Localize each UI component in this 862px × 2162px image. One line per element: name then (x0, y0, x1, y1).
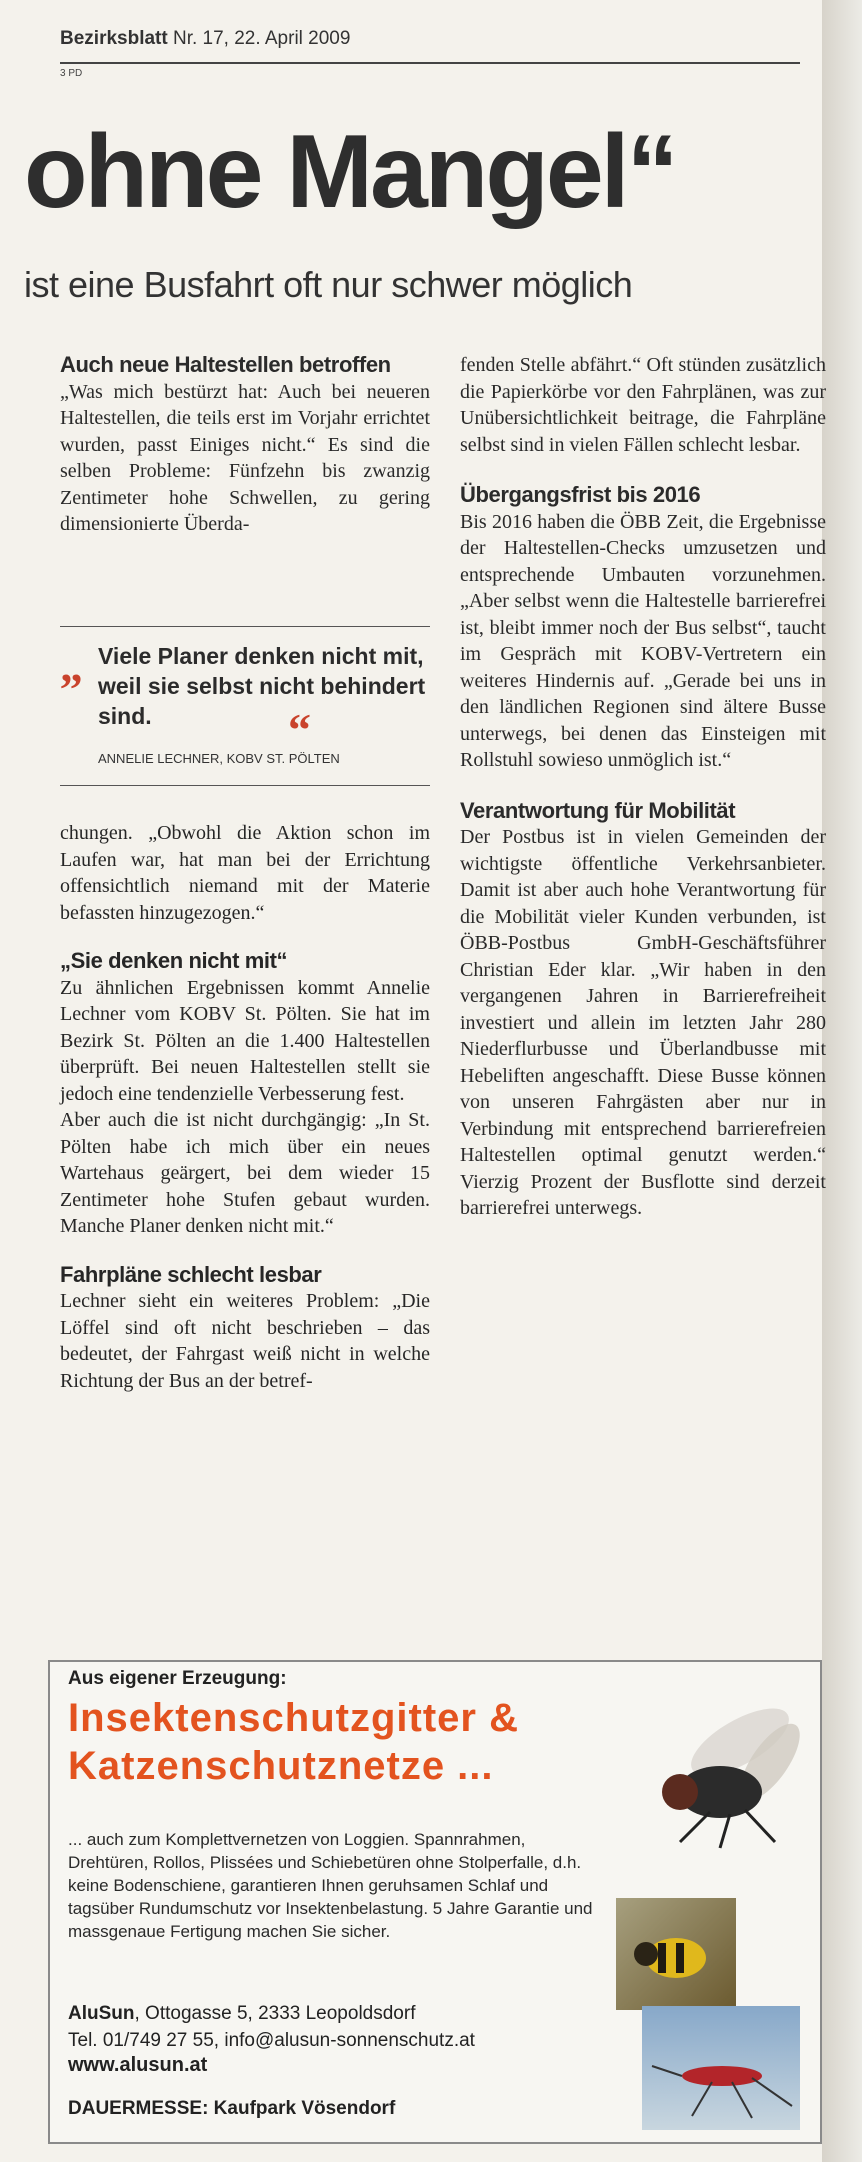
ad-company: AluSun (68, 2003, 135, 2024)
pull-quote-text: Viele Planer denken nicht mit, weil sie selbst nicht behindert sind. (98, 643, 426, 729)
column-1-top (60, 352, 430, 538)
quote-open-mark: „ (60, 640, 83, 691)
ad-title-line: Katzenschutznetze ... (68, 1744, 494, 1788)
paragraph: „Was mich bestürzt hat: Auch bei neueren Haltestellen, die teils erst im Vorjahr errichtet wurden, passt Einiges nicht.“ Es sind die selben Probleme: Fünfzehn bis zwanzig Zentimeter hohe Schwellen, zu gering dimensionierte Überda- (60, 380, 430, 535)
masthead (60, 28, 350, 50)
section-heading: Fahrpläne schlecht lesbar (60, 1261, 322, 1287)
page-shadow (822, 0, 862, 2162)
ad-title-line: Insektenschutzgitter & (68, 1696, 519, 1740)
section-code: 3 PD (60, 68, 83, 79)
paragraph: chungen. „Obwohl die Aktion schon im Laufen war, hat man bei der Errichtung offensichtlich niemand mit der Materie befassten hinzugezogen.“ (60, 822, 430, 924)
advertisement (48, 1660, 822, 2144)
paragraph: Der Postbus ist in vielen Gemeinden der wichtigste öffentliche Verkehrsanbieter. Damit ist aber auch hohe Verantwortung für die Mobilität vieler Kunden verbunden, ist ÖBB-Postbus GmbH-Geschäftsführer Christian Eder klar. „Wir haben in den vergangenen Jahren in Barrierefreiheit investiert und allein im letzten Jahr 280 Niederflurbusse und Überlandbusse mit Hebeliften angeschafft. Diese Busse können von unseren Fahrgästen aber nur in Verbindung mit entsprechend barrierefreien Haltestellen optimal genutzt werden.“ Vierzig Prozent der Busflotte sind derzeit barrierefrei unterwegs. (460, 826, 826, 1219)
publication-name: Bezirksblatt (60, 28, 168, 49)
ad-website: www.alusun.at (68, 2054, 208, 2076)
paragraph: Lechner sieht ein weiteres Problem: „Die Löffel sind oft nicht beschrieben – das bedeutet, der Fahrgast weiß nicht in welche Richtung der Bus an der betref- (60, 1290, 430, 1392)
quote-close-mark: “ (288, 704, 311, 755)
paragraph: Zu ähnlichen Ergebnissen kommt Annelie Lechner vom KOBV St. Pölten. Sie hat im Bezirk St. Pölten an die 1.400 Haltestellen überprüft. Bei neuen Haltestellen stellt sie jedoch eine tendenzielle Verbesserung fest. (60, 976, 430, 1105)
wasp-icon (616, 1898, 736, 2010)
paragraph: Bis 2016 haben die ÖBB Zeit, die Ergebnisse der Haltestellen-Checks umzusetzen und entsprechende Umbauten vorzunehmen. „Aber selbst wenn die Haltestelle barrierefrei ist, bleibt immer noch der Bus selbst“, taucht im Gespräch mit KOBV-Vertretern ein weiteres Hindernis auf. „Gerade bei uns in den ländlichen Regionen sind ältere Busse unterwegs, bei denen das Einsteigen mit Rollstuhl sowieso unmöglich ist.“ (460, 510, 826, 771)
mosquito-icon (642, 2006, 800, 2130)
section-heading: Verantwortung für Mobilität (460, 797, 736, 823)
paragraph: fenden Stelle abfährt.“ Oft stünden zusätzlich die Papierkörbe vor den Fahrplänen, was zur Unübersichtlichkeit beitrage, die Fahrpläne selbst sind in vielen Fällen schlecht lesbar. (460, 354, 826, 456)
pull-quote (60, 626, 430, 786)
headline: ohne Mangel“ (24, 114, 676, 230)
ad-body: ... auch zum Komplettvernetzen von Loggien. Spannrahmen, Drehtüren, Rollos, Plissées und Schiebetüren ohne Stolperfalle, d.h. keine Bodenschiene, garantieren Ihnen geruhsamen Schlaf und tagsüber Rundumschutz vor Insektenbelastung. 5 Jahre Garantie und massgenaue Fertigung machen Sie sicher. (68, 1830, 593, 1941)
section-heading: Übergangsfrist bis 2016 (460, 482, 701, 507)
pull-quote-source: ANNELIE LECHNER, KOBV ST. PÖLTEN (98, 751, 340, 766)
ad-fair: DAUERMESSE: Kaufpark Vösendorf (68, 2098, 396, 2119)
issue-info: Nr. 17, 22. April 2009 (172, 28, 351, 49)
ad-address: , Ottogasse 5, 2333 Leopoldsdorf (134, 2003, 416, 2024)
ad-title (68, 1694, 519, 1790)
column-1-bottom (60, 820, 430, 1394)
mosquito-image (642, 2006, 800, 2130)
ad-contact (68, 2000, 475, 2054)
header-rule (60, 62, 800, 64)
section-heading: Auch neue Haltestellen betroffen (60, 352, 391, 377)
column-2 (460, 352, 826, 1222)
ad-phone: Tel. 01/749 27 55, info@alusun-sonnenschutz.at (68, 2030, 475, 2051)
wasp-image (616, 1898, 736, 2010)
subheadline: ist eine Busfahrt oft nur schwer möglich (24, 264, 633, 305)
section-heading: „Sie denken nicht mit“ (60, 948, 288, 973)
paragraph: Aber auch die ist nicht durchgängig: „In St. Pölten habe ich mich über ein neues Wartehaus geärgert, bei dem wieder 15 Zentimeter hohe Stufen gebaut wurden. Manche Planer denken nicht mit.“ (60, 1109, 430, 1237)
fly-image (640, 1702, 820, 1852)
ad-tagline: Aus eigener Erzeugung: (68, 1668, 287, 1689)
